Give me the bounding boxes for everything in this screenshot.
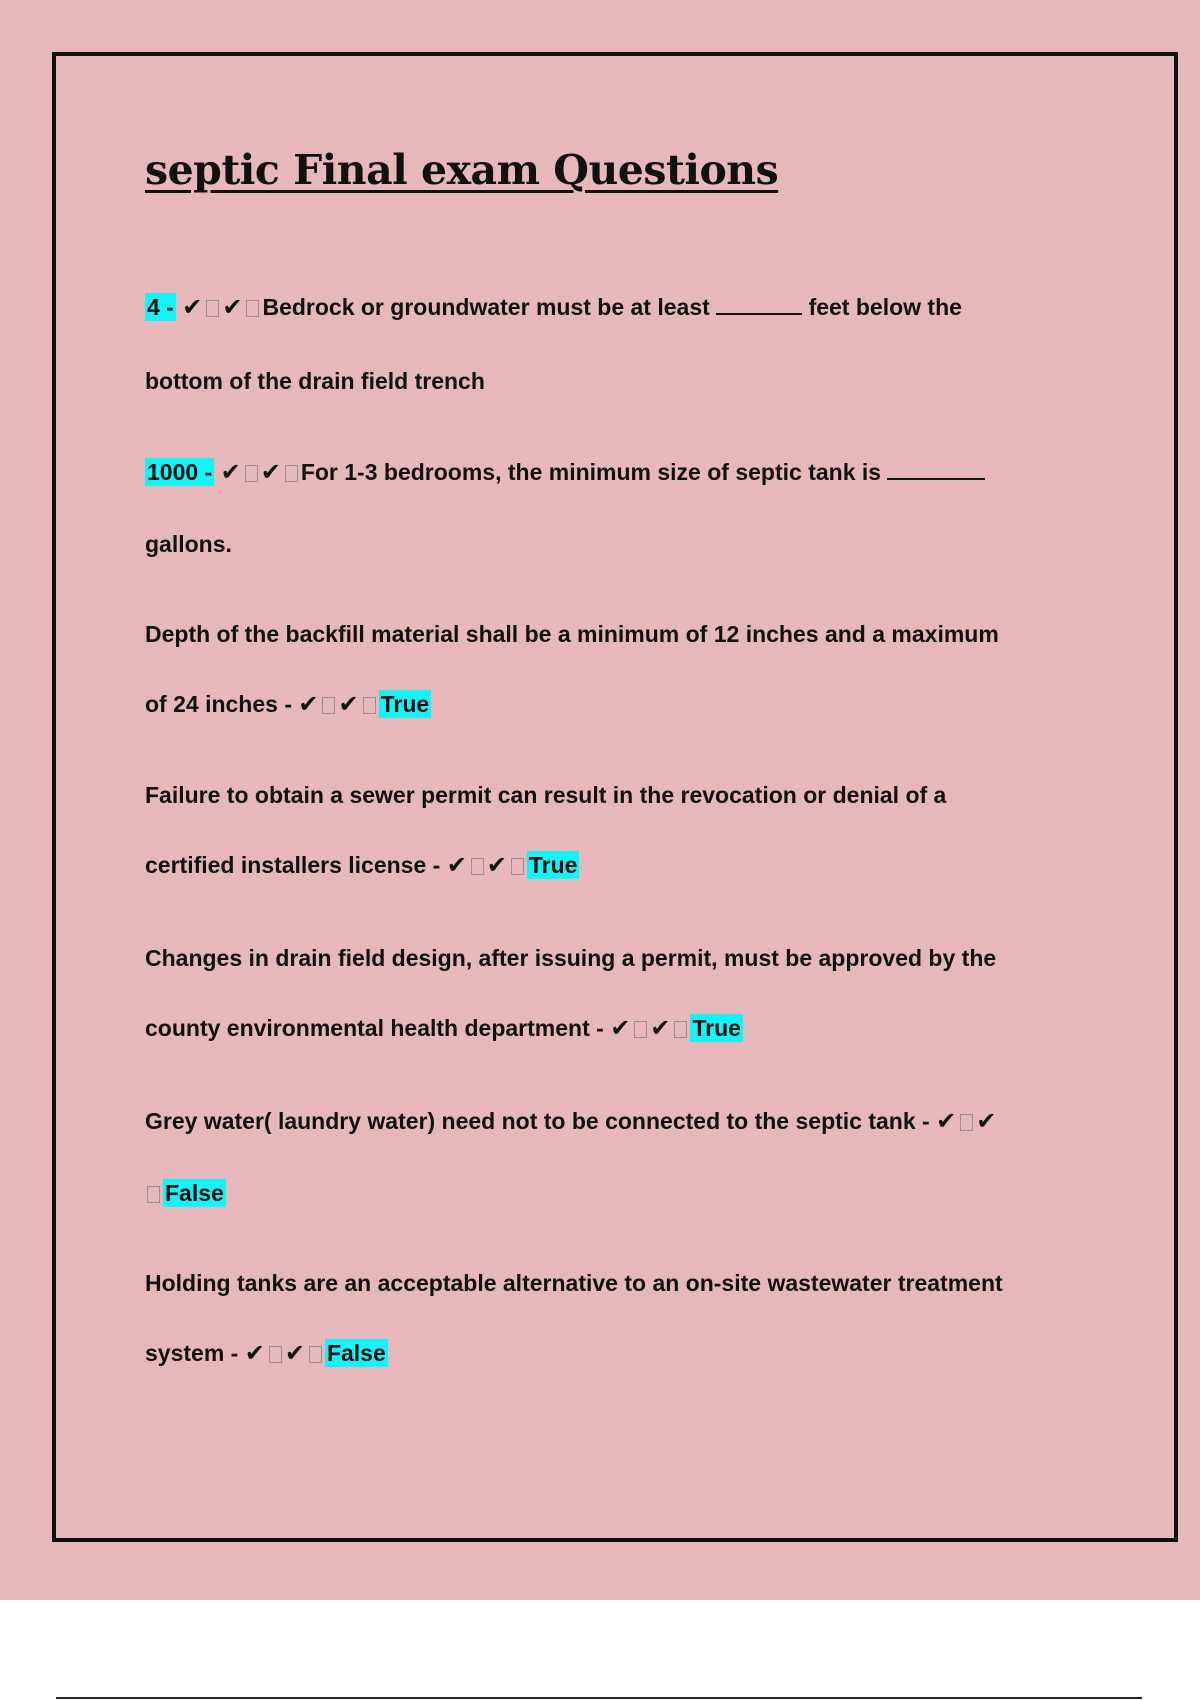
question-1-line-2: bottom of the drain field trench: [145, 368, 485, 394]
check-icon: ✔: [284, 1339, 305, 1367]
answer-blank: [716, 295, 802, 315]
box-icon: [246, 300, 259, 317]
check-icon: ✔: [338, 690, 359, 718]
footer-rule: [56, 1697, 1142, 1699]
box-icon: [147, 1186, 160, 1203]
box-icon: [511, 858, 524, 875]
box-icon: [960, 1114, 973, 1131]
question-1-line-1: [145, 290, 962, 324]
question-6-answer: False: [165, 1180, 224, 1206]
question-4-line-1: Failure to obtain a sewer permit can result in the revocation or denial of a: [145, 782, 947, 808]
box-icon: [285, 465, 298, 482]
question-6-line-2: [145, 1176, 226, 1210]
check-icon: ✔: [222, 293, 243, 321]
question-7-line-1: Holding tanks are an acceptable alternative to an on-site wastewater treatment: [145, 1270, 1003, 1296]
question-6-text: Grey water( laundry water) need not to be connected to the septic tank -: [145, 1108, 930, 1134]
check-icon: ✔: [976, 1107, 997, 1135]
question-3-text-cont: of 24 inches -: [145, 691, 292, 717]
check-icon: ✔: [244, 1339, 265, 1367]
question-5-text-cont: county environmental health department -: [145, 1015, 604, 1041]
question-2-line-1: [145, 455, 985, 489]
question-3-line-2: [145, 687, 431, 721]
question-3-line-1: Depth of the backfill material shall be a minimum of 12 inches and a maximum: [145, 621, 999, 647]
question-5-line-1: Changes in drain field design, after issuing a permit, must be approved by the: [145, 945, 997, 971]
box-icon: [269, 1346, 282, 1363]
question-2-line-2: gallons.: [145, 531, 232, 557]
check-icon: ✔: [182, 293, 203, 321]
check-icon: ✔: [220, 458, 241, 486]
box-icon: [471, 858, 484, 875]
question-7-line-2: [145, 1336, 388, 1370]
question-1-text: Bedrock or groundwater must be at least: [262, 294, 710, 320]
question-6-line-1: [145, 1104, 998, 1138]
box-icon: [322, 697, 335, 714]
question-7-text-cont: system -: [145, 1340, 239, 1366]
question-7-answer: False: [326, 1340, 386, 1366]
box-icon: [245, 465, 258, 482]
question-4-line-2: [145, 848, 579, 882]
question-5-answer: True: [692, 1015, 741, 1041]
box-icon: [674, 1021, 687, 1038]
question-2-text: For 1-3 bedrooms, the minimum size of septic tank is: [300, 459, 882, 485]
box-icon: [309, 1346, 322, 1363]
check-icon: ✔: [260, 458, 281, 486]
box-icon: [206, 300, 219, 317]
check-icon: ✔: [650, 1014, 671, 1042]
check-icon: ✔: [936, 1107, 957, 1135]
box-icon: [363, 697, 376, 714]
question-3-answer: True: [380, 691, 430, 717]
question-1-text-cont: feet below the: [808, 294, 962, 320]
question-4-answer: True: [528, 852, 578, 878]
box-icon: [634, 1021, 647, 1038]
question-2-answer: 1000 -: [147, 459, 213, 485]
check-icon: ✔: [298, 690, 319, 718]
question-4-text-cont: certified installers license -: [145, 852, 441, 878]
check-icon: ✔: [486, 851, 507, 879]
check-icon: ✔: [610, 1014, 631, 1042]
document-title: septic Final exam Questions: [145, 146, 779, 194]
question-5-line-2: [145, 1011, 743, 1045]
check-icon: ✔: [446, 851, 467, 879]
question-1-answer: 4 -: [147, 294, 174, 320]
answer-blank: [887, 460, 985, 480]
